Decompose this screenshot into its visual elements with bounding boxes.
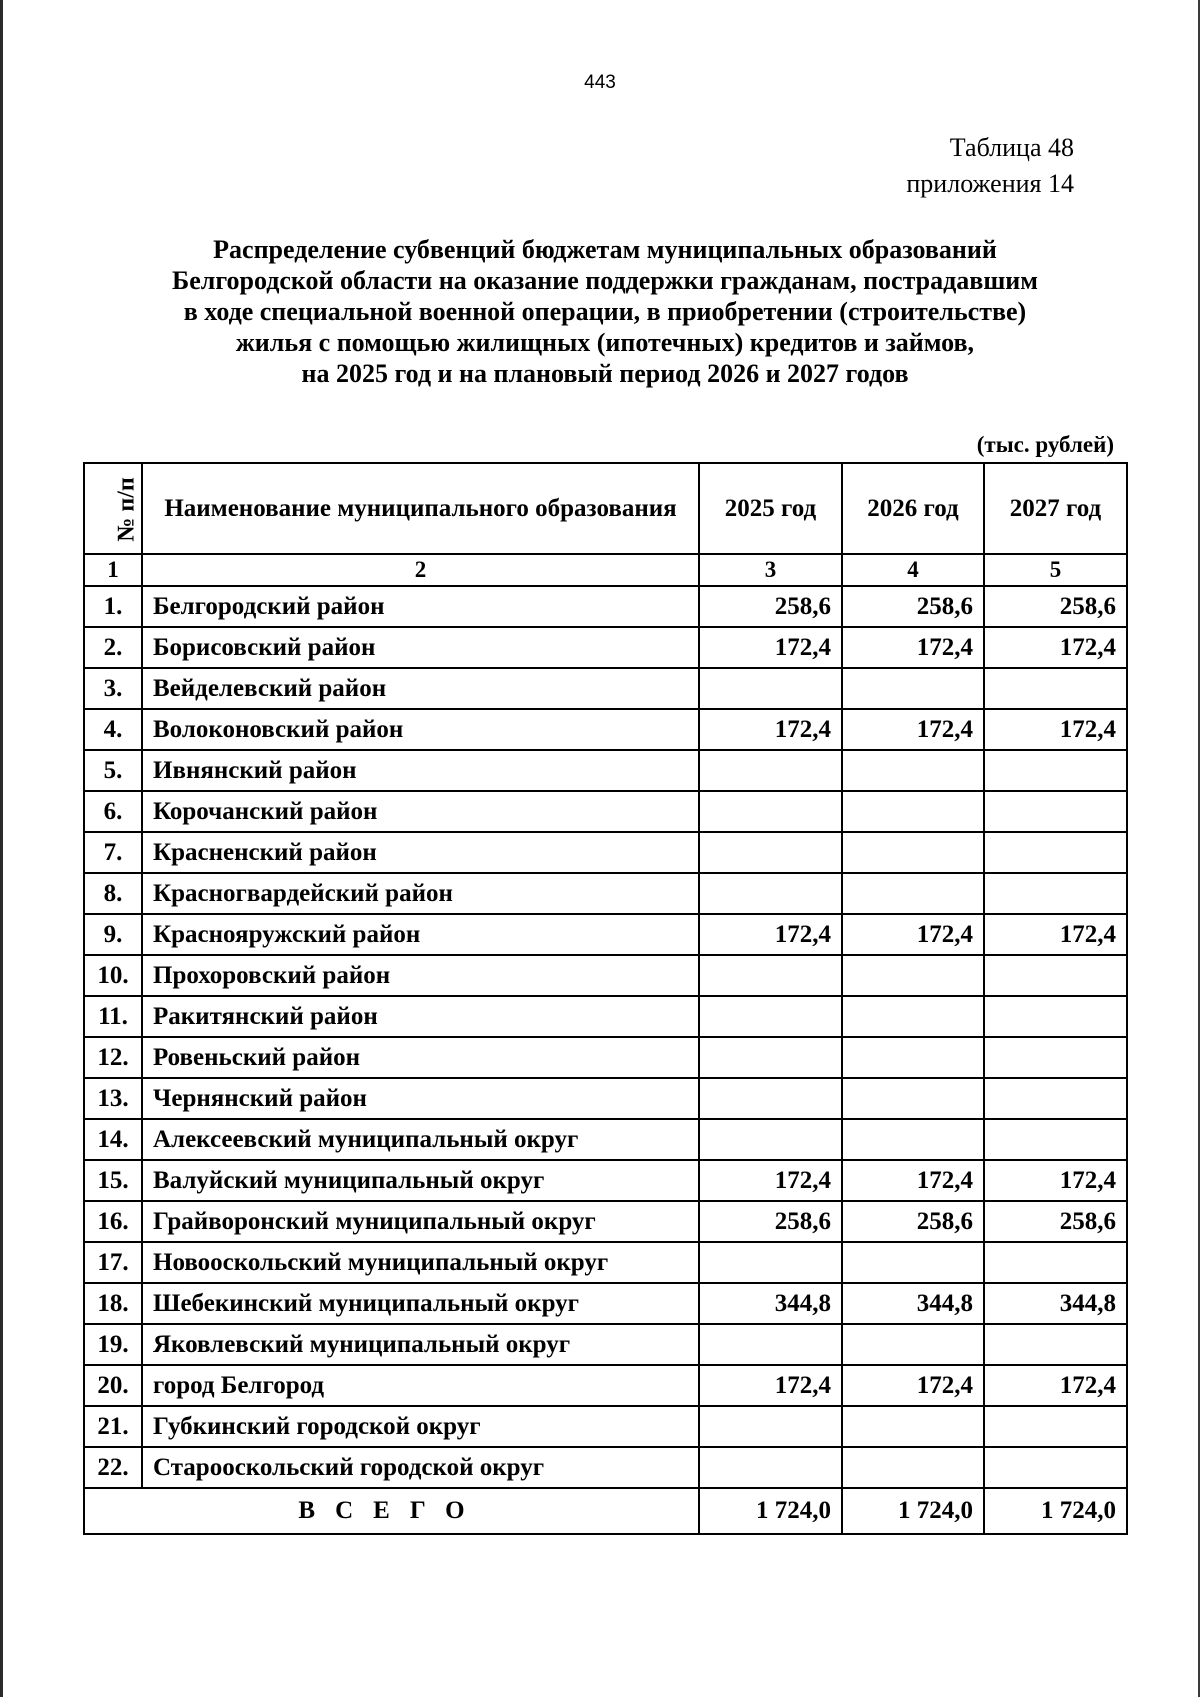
table-row [84, 1324, 1127, 1365]
row-name: Корочанский район [142, 791, 699, 832]
table-row [84, 1242, 1127, 1283]
row-value-2025 [699, 1324, 842, 1365]
row-value-2027 [984, 1324, 1127, 1365]
table-row [84, 627, 1127, 668]
table-row [84, 1160, 1127, 1201]
row-index: 2. [84, 627, 142, 668]
subsidy-table [83, 462, 1128, 1535]
table-row [84, 832, 1127, 873]
row-value-2025: 172,4 [699, 1365, 842, 1406]
row-index: 9. [84, 914, 142, 955]
row-name: Валуйский муниципальный округ [142, 1160, 699, 1201]
row-value-2027: 172,4 [984, 1160, 1127, 1201]
row-index: 16. [84, 1201, 142, 1242]
row-name: Краснояружский район [142, 914, 699, 955]
title-line-4: жилья с помощью жилищных (ипотечных) кредитов и займов, [235, 328, 975, 357]
row-value-2025: 344,8 [699, 1283, 842, 1324]
table-row [84, 1037, 1127, 1078]
row-value-2025: 172,4 [699, 627, 842, 668]
row-value-2026: 258,6 [842, 586, 984, 627]
row-value-2026 [842, 832, 984, 873]
row-value-2026 [842, 750, 984, 791]
title-line-5: на 2025 год и на плановый период 2026 и 2027 годов [301, 359, 909, 388]
total-2027: 1 724,0 [984, 1488, 1127, 1534]
document-title [90, 234, 1120, 389]
row-value-2026 [842, 1119, 984, 1160]
row-value-2027 [984, 750, 1127, 791]
row-value-2026 [842, 1406, 984, 1447]
row-value-2027 [984, 791, 1127, 832]
row-value-2026 [842, 955, 984, 996]
table-row [84, 1119, 1127, 1160]
table-row [84, 914, 1127, 955]
row-name: Ровеньский район [142, 1037, 699, 1078]
col-number: 2 [142, 554, 699, 586]
row-index: 15. [84, 1160, 142, 1201]
row-value-2025 [699, 873, 842, 914]
row-name: Красненский район [142, 832, 699, 873]
row-index: 10. [84, 955, 142, 996]
row-name: Красногвардейский район [142, 873, 699, 914]
title-line-2: Белгородской области на оказание поддержки гражданам, пострадавшим [172, 266, 1038, 295]
table-label-line2: приложения 14 [906, 169, 1074, 198]
table-row [84, 709, 1127, 750]
row-value-2025 [699, 750, 842, 791]
row-index: 6. [84, 791, 142, 832]
row-value-2027 [984, 873, 1127, 914]
row-value-2027: 258,6 [984, 586, 1127, 627]
row-value-2026: 172,4 [842, 1160, 984, 1201]
total-label: ВСЕГО [84, 1488, 699, 1534]
row-value-2025 [699, 1078, 842, 1119]
row-value-2026: 172,4 [842, 709, 984, 750]
row-value-2027: 258,6 [984, 1201, 1127, 1242]
row-index: 13. [84, 1078, 142, 1119]
row-name: Прохоровский район [142, 955, 699, 996]
row-value-2025 [699, 1037, 842, 1078]
table-row [84, 873, 1127, 914]
row-index: 1. [84, 586, 142, 627]
table-row [84, 955, 1127, 996]
col-number: 3 [699, 554, 842, 586]
row-name: Белгородский район [142, 586, 699, 627]
row-index: 7. [84, 832, 142, 873]
row-value-2026: 344,8 [842, 1283, 984, 1324]
table-row [84, 1365, 1127, 1406]
row-value-2025: 172,4 [699, 914, 842, 955]
row-value-2027 [984, 1406, 1127, 1447]
units-label: (тыс. рублей) [976, 432, 1114, 457]
row-value-2027 [984, 955, 1127, 996]
table-row [84, 1406, 1127, 1447]
row-value-2026: 172,4 [842, 1365, 984, 1406]
row-value-2026 [842, 1037, 984, 1078]
row-value-2025 [699, 668, 842, 709]
title-line-3: в ходе специальной военной операции, в приобретении (строительстве) [183, 297, 1027, 326]
row-name: Старооскольский городской округ [142, 1447, 699, 1488]
row-value-2027 [984, 1119, 1127, 1160]
row-value-2025 [699, 1119, 842, 1160]
row-value-2026 [842, 791, 984, 832]
row-value-2026 [842, 996, 984, 1037]
col-number: 5 [984, 554, 1127, 586]
header-2025: 2025 год [699, 463, 842, 554]
row-value-2025: 258,6 [699, 1201, 842, 1242]
row-index: 14. [84, 1119, 142, 1160]
row-index: 17. [84, 1242, 142, 1283]
row-value-2025: 172,4 [699, 1160, 842, 1201]
row-name: Новооскольский муниципальный округ [142, 1242, 699, 1283]
row-value-2025: 258,6 [699, 586, 842, 627]
row-name: Шебекинский муниципальный округ [142, 1283, 699, 1324]
row-name: Губкинский городской округ [142, 1406, 699, 1447]
table-label-line1: Таблица 48 [949, 133, 1074, 162]
row-value-2026 [842, 668, 984, 709]
row-index: 11. [84, 996, 142, 1037]
row-index: 5. [84, 750, 142, 791]
row-value-2026 [842, 1078, 984, 1119]
table-row [84, 750, 1127, 791]
row-value-2025 [699, 955, 842, 996]
row-value-2027 [984, 1242, 1127, 1283]
row-value-2025 [699, 1242, 842, 1283]
row-value-2027 [984, 668, 1127, 709]
total-2025: 1 724,0 [699, 1488, 842, 1534]
row-value-2025 [699, 1406, 842, 1447]
row-value-2027 [984, 1447, 1127, 1488]
row-value-2026 [842, 873, 984, 914]
row-value-2027: 172,4 [984, 627, 1127, 668]
row-index: 3. [84, 668, 142, 709]
row-name: Алексеевский муниципальный округ [142, 1119, 699, 1160]
table-label [906, 130, 1074, 202]
row-value-2025 [699, 832, 842, 873]
header-2027: 2027 год [984, 463, 1127, 554]
row-value-2027 [984, 1078, 1127, 1119]
row-index: 22. [84, 1447, 142, 1488]
header-name: Наименование муниципального образования [142, 463, 699, 554]
col-number: 4 [842, 554, 984, 586]
row-index: 20. [84, 1365, 142, 1406]
row-value-2027: 172,4 [984, 709, 1127, 750]
row-index: 12. [84, 1037, 142, 1078]
header-2026: 2026 год [842, 463, 984, 554]
row-value-2026: 258,6 [842, 1201, 984, 1242]
row-value-2025 [699, 996, 842, 1037]
row-index: 21. [84, 1406, 142, 1447]
page-number: 443 [584, 72, 616, 93]
total-row [84, 1488, 1127, 1534]
scan-edge-left [0, 0, 3, 1697]
row-value-2026: 172,4 [842, 914, 984, 955]
row-name: Ивнянский район [142, 750, 699, 791]
table-row [84, 1078, 1127, 1119]
row-value-2027 [984, 996, 1127, 1037]
row-value-2027 [984, 1037, 1127, 1078]
table-row [84, 586, 1127, 627]
row-value-2026: 172,4 [842, 627, 984, 668]
row-name: Грайворонский муниципальный округ [142, 1201, 699, 1242]
row-value-2027: 172,4 [984, 914, 1127, 955]
header-num [84, 463, 142, 554]
row-value-2027: 172,4 [984, 1365, 1127, 1406]
table-row [84, 1283, 1127, 1324]
header-row [84, 463, 1127, 554]
row-value-2026 [842, 1324, 984, 1365]
row-index: 8. [84, 873, 142, 914]
table-row [84, 996, 1127, 1037]
row-name: Яковлевский муниципальный округ [142, 1324, 699, 1365]
title-line-1: Распределение субвенций бюджетам муниципальных образований [213, 235, 997, 264]
row-value-2026 [842, 1447, 984, 1488]
row-index: 18. [84, 1283, 142, 1324]
col-number: 1 [84, 554, 142, 586]
row-value-2025: 172,4 [699, 709, 842, 750]
row-index: 19. [84, 1324, 142, 1365]
row-name: Ракитянский район [142, 996, 699, 1037]
row-value-2027 [984, 832, 1127, 873]
row-value-2026 [842, 1242, 984, 1283]
table-row [84, 791, 1127, 832]
row-name: Борисовский район [142, 627, 699, 668]
row-name: Волоконовский район [142, 709, 699, 750]
row-name: Вейделевский район [142, 668, 699, 709]
table-row [84, 1201, 1127, 1242]
row-value-2025 [699, 1447, 842, 1488]
header-num-text: № п/п [113, 476, 140, 542]
row-name: город Белгород [142, 1365, 699, 1406]
table-row [84, 668, 1127, 709]
table-row [84, 1447, 1127, 1488]
row-name: Чернянский район [142, 1078, 699, 1119]
column-number-row [84, 554, 1127, 586]
row-value-2027: 344,8 [984, 1283, 1127, 1324]
row-value-2025 [699, 791, 842, 832]
row-index: 4. [84, 709, 142, 750]
total-2026: 1 724,0 [842, 1488, 984, 1534]
